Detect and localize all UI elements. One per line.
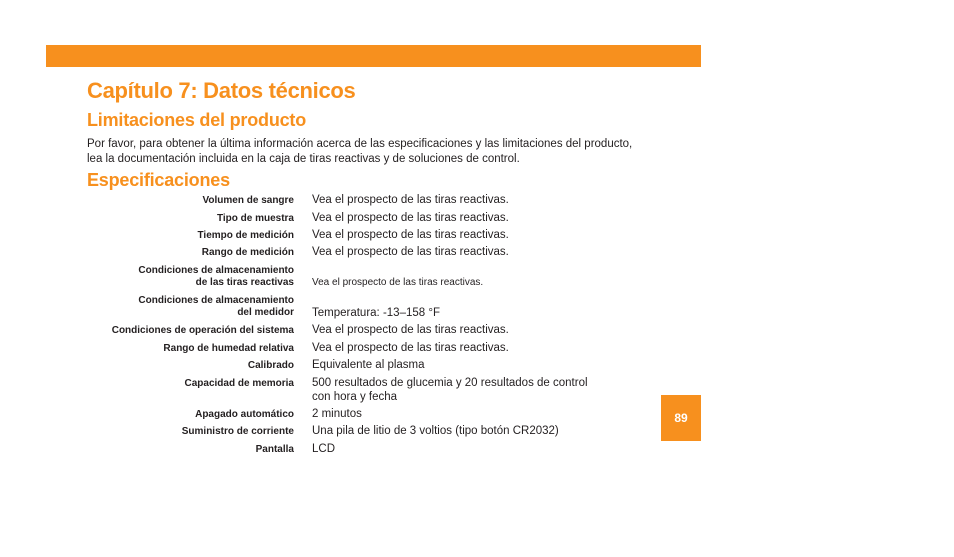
page-number: 89 [674, 411, 688, 425]
spec-value [312, 407, 602, 421]
page-number-tab [661, 395, 701, 441]
spec-label-line: Condiciones de almacenamiento [138, 295, 294, 306]
spec-value-line: Vea el prospecto de las tiras reactivas. [312, 194, 509, 206]
chapter-title: Capítulo 7: Datos técnicos [87, 78, 356, 103]
spec-value [312, 228, 602, 242]
spec-value-line: Vea el prospecto de las tiras reactivas. [312, 277, 484, 288]
spec-label [87, 426, 294, 438]
spec-label [87, 247, 294, 259]
spec-value [312, 211, 602, 225]
spec-value [312, 276, 602, 290]
spec-label-line: Calibrado [247, 360, 294, 371]
spec-value [312, 193, 602, 207]
spec-label-line: Suministro de corriente [181, 426, 294, 437]
spec-label-line: Tipo de muestra [216, 213, 294, 224]
spec-label-line: del medidor [237, 307, 294, 318]
spec-label [87, 265, 294, 289]
spec-label [87, 195, 294, 207]
spec-label [87, 325, 294, 337]
spec-label [87, 444, 294, 456]
spec-value [312, 358, 602, 372]
spec-label-line: Pantalla [255, 444, 294, 455]
spec-label [87, 360, 294, 372]
spec-label [87, 409, 294, 421]
spec-label [87, 343, 294, 355]
spec-label [87, 295, 294, 319]
spec-label-line: Apagado automático [195, 409, 294, 420]
header-orange-bar [46, 45, 701, 67]
spec-label [87, 213, 294, 225]
limitaciones-text [87, 137, 687, 167]
spec-label [87, 230, 294, 242]
spec-label-line: Rango de medición [201, 247, 294, 258]
spec-label-line: Condiciones de almacenamiento [138, 265, 294, 276]
section-title-limitaciones: Limitaciones del producto [87, 110, 307, 130]
spec-value-line: Temperatura: -13–158 °F [312, 307, 440, 319]
spec-value-line: Vea el prospecto de las tiras reactivas. [312, 229, 509, 241]
spec-value [312, 323, 602, 337]
spec-value-line: Vea el prospecto de las tiras reactivas. [312, 246, 509, 258]
spec-value-line: Vea el prospecto de las tiras reactivas. [312, 342, 509, 354]
spec-label-line: Capacidad de memoria [184, 378, 294, 389]
spec-value-line: Una pila de litio de 3 voltios (tipo botón CR2032) [312, 425, 559, 437]
spec-label-line: Tiempo de medición [197, 230, 294, 241]
spec-value-line: Vea el prospecto de las tiras reactivas. [312, 324, 509, 336]
spec-label-line: de las tiras reactivas [195, 277, 294, 288]
section-title-especificaciones: Especificaciones [87, 170, 230, 190]
spec-value-line: 2 minutos [312, 408, 362, 420]
spec-value [312, 376, 602, 404]
spec-value-line: LCD [312, 443, 336, 455]
spec-value-line: 500 resultados de glucemia y 20 resultados de control [312, 377, 588, 389]
spec-label [87, 378, 294, 390]
spec-value [312, 442, 602, 456]
spec-label-line: Volumen de sangre [202, 195, 294, 206]
spec-value-line: Vea el prospecto de las tiras reactivas. [312, 212, 509, 224]
spec-value [312, 306, 602, 320]
spec-value [312, 341, 602, 355]
spec-value-line: con hora y fecha [312, 391, 398, 403]
limitaciones-text-line: Por favor, para obtener la última información acerca de las especificaciones y las limitaciones del producto, [87, 138, 633, 150]
spec-value-line: Equivalente al plasma [312, 359, 425, 371]
limitaciones-text-line: lea la documentación incluida en la caja de tiras reactivas y de soluciones de control. [87, 153, 520, 165]
spec-value [312, 424, 602, 438]
spec-value [312, 245, 602, 259]
spec-label-line: Rango de humedad relativa [163, 343, 294, 354]
spec-label-line: Condiciones de operación del sistema [111, 325, 294, 336]
